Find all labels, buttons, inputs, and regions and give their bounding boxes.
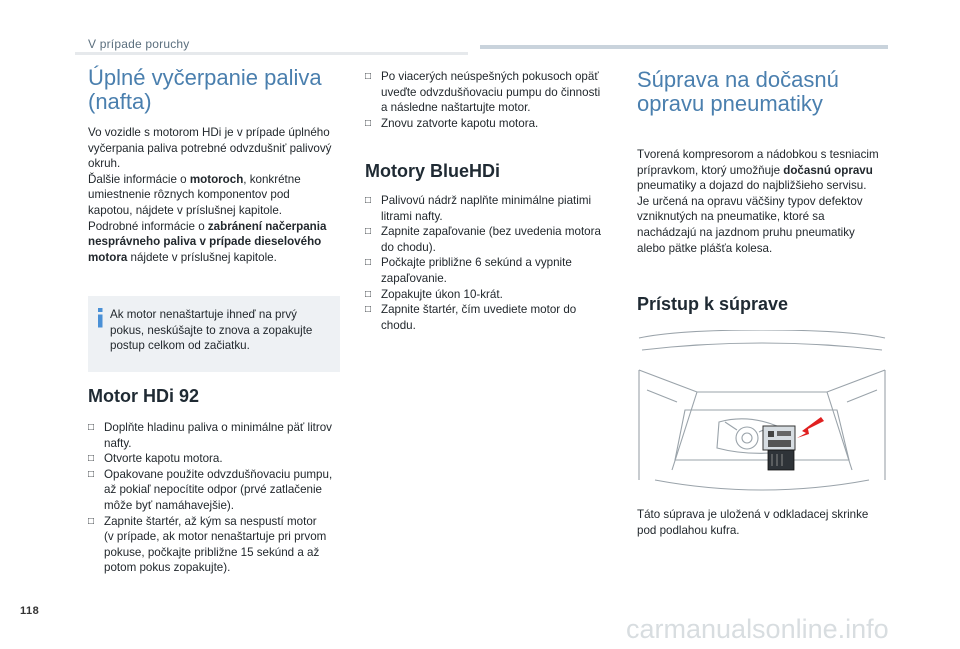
list-item: □ Zopakujte úkon 10-krát. (365, 287, 503, 301)
checkbox-square-icon: □ (88, 515, 95, 527)
checkbox-square-icon: □ (365, 226, 372, 238)
continued-steps (365, 69, 627, 131)
checkbox-square-icon: □ (365, 257, 372, 269)
checkbox-square-icon: □ (365, 195, 372, 206)
list-item: □ Po viacerých neúspešných pokusoch opäť uveďte odvzdušňovaciu pumpu do činnosti a následne naštartujte motor. (365, 70, 601, 115)
hdi92-steps (88, 420, 350, 576)
checkbox-square-icon: □ (88, 422, 95, 433)
checkbox-square-icon: □ (88, 468, 95, 480)
list-item: □ Opakovane použite odvzdušňovaciu pumpu, až pokiaľ nepocítite odpor (prvé zatlačenie môže byť namáhavejšie). (88, 467, 333, 512)
list-item: □ Zapnite zapaľovanie (bez uvedenia motora do chodu). (365, 225, 601, 254)
intro-paragraph: Vo vozidle s motorom HDi je v prípade úplného vyčerpania paliva potrebné odvzdušniť palivový okruh. Ďalšie informácie o motoroch, konkrétne umiestnenie rôznych komponentov pod kapotou, nájdete v príslušnej kapitole. Podrobné informácie o zabránení načerpania nesprávneho paliva v prípade dieselového motora nájdete v príslušnej kapitole. (88, 126, 332, 264)
list-item: □ Doplňte hladinu paliva o minimálne päť litrov nafty. (88, 421, 332, 450)
heading-fuel-exhaustion: Úplné vyčerpanie paliva (nafta) (88, 65, 322, 114)
list-item: □ Znovu zatvorte kapotu motora. (365, 116, 539, 130)
list-item: □ Palivovú nádrž naplňte minimálne piatimi litrami nafty. (365, 194, 592, 223)
heading-kit-access: Prístup k súprave (637, 294, 789, 314)
heading-repair-kit: Súprava na dočasnú opravu pneumatiky (637, 67, 839, 116)
info-note (88, 296, 340, 372)
watermark: carmanualsonline.info (626, 614, 889, 644)
header-divider-left (75, 52, 468, 55)
list-item: □ Zapnite štartér, čím uvediete motor do chodu. (365, 303, 577, 332)
checkbox-square-icon: □ (365, 71, 372, 82)
checkbox-square-icon: □ (365, 117, 372, 129)
info-note-text: Ak motor nenaštartuje ihneď na prvý pokus, neskúšajte to znova a zopakujte postup celkom od začiatku. (110, 308, 313, 353)
repair-kit-caption: Táto súprava je uložená v odkladacej skrinke pod podlahou kufra. (637, 508, 869, 537)
list-item: □ Otvorte kapotu motora. (88, 452, 223, 466)
section-title: V prípade poruchy (88, 37, 190, 51)
header-divider-right (480, 45, 888, 49)
list-item: □ Počkajte približne 6 sekúnd a vypnite zapaľovanie. (365, 256, 572, 285)
checkbox-square-icon: □ (88, 453, 95, 465)
checkbox-square-icon: □ (365, 288, 372, 300)
heading-bluehdi: Motory BlueHDi (365, 161, 500, 181)
list-item: □ Zapnite štartér, až kým sa nespustí motor (v prípade, ak motor nenaštartuje pri prvom pokuse, počkajte približne 15 sekúnd a až potom pokus zopakujte). (88, 514, 327, 575)
trunk-repair-kit-illustration (637, 330, 887, 500)
checkbox-square-icon: □ (365, 304, 372, 316)
repair-kit-description: Tvorená kompresorom a nádobkou s tesniacim prípravkom, ktorý umožňuje dočasnú opravu pneumatiky a dojazd do najbližšieho servisu. Je určená na opravu väčšiny typov defektov vzniknutých na pneumatike, ktoré sa nachádzajú na jazdnom pruhu pneumatiky alebo pätke plášťa kolesa. (637, 148, 879, 255)
page-number: 118 (20, 605, 40, 617)
heading-motor-hdi-92: Motor HDi 92 (88, 386, 200, 406)
bluehdi-steps (365, 193, 627, 333)
info-icon (93, 307, 111, 329)
